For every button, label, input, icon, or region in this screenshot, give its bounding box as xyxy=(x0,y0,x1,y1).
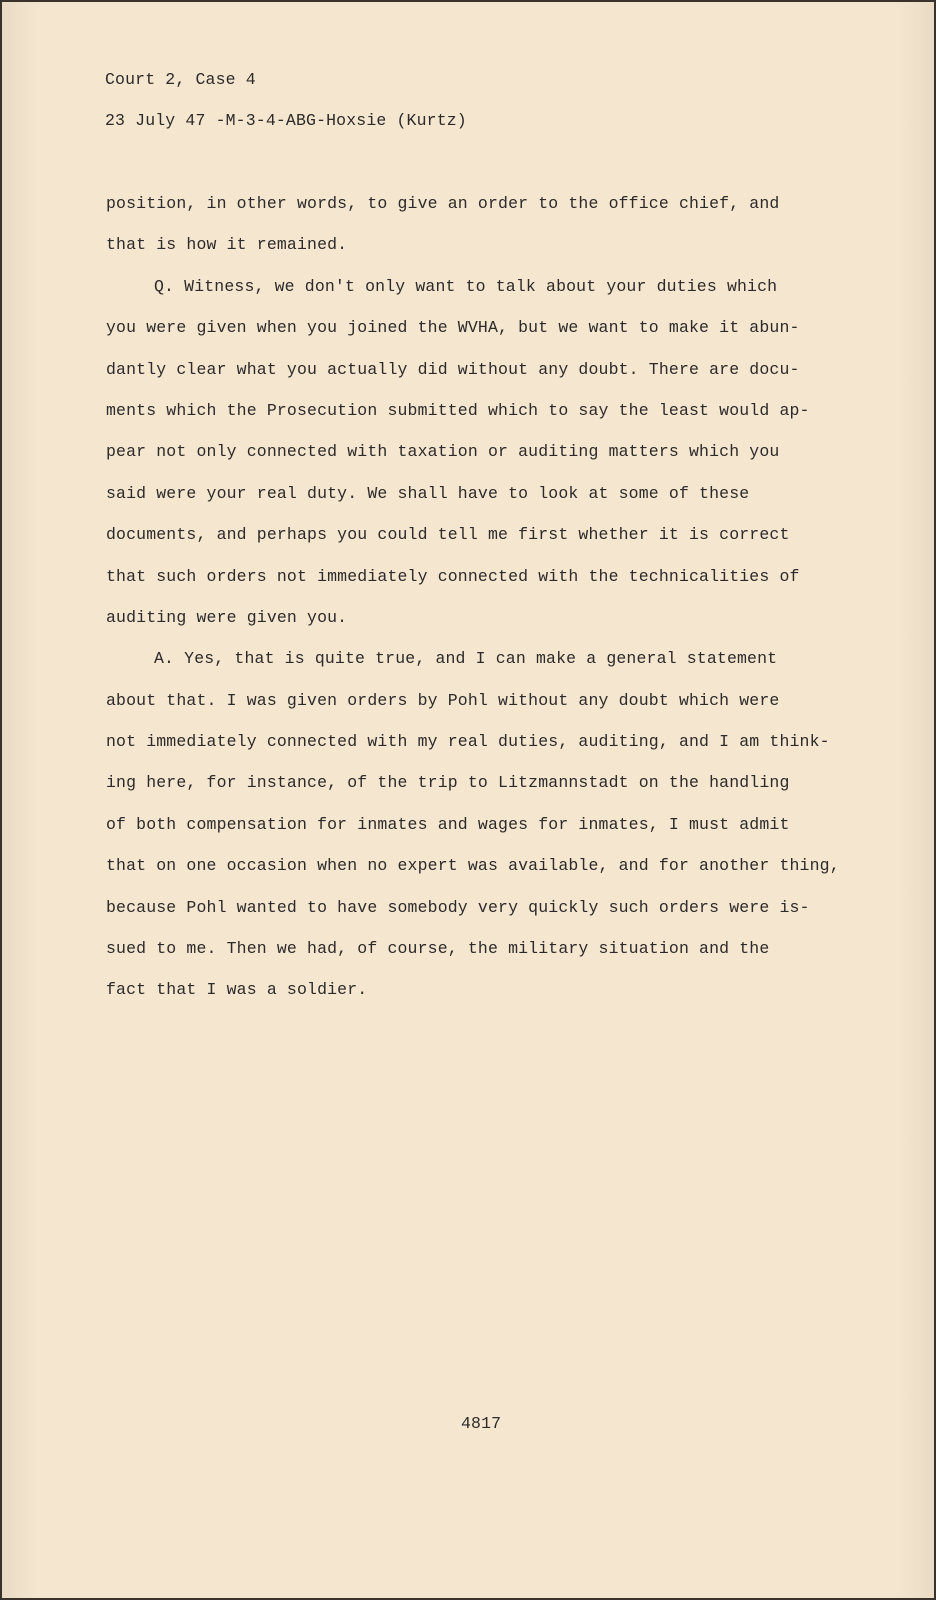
transcript-line: that such orders not immediately connected with the technicalities of xyxy=(106,566,800,586)
court-case-header: Court 2, Case 4 xyxy=(105,70,256,89)
transcript-line: said were your real duty. We shall have to look at some of these xyxy=(106,483,750,503)
transcript-line: pear not only connected with taxation or auditing matters which you xyxy=(106,442,780,462)
page-number: 4817 xyxy=(461,1414,502,1433)
transcript-line: that on one occasion when no expert was available, and for another thing, xyxy=(106,856,840,876)
transcript-line: ments which the Prosecution submitted which to say the least would ap- xyxy=(106,400,810,420)
transcript-line: of both compensation for inmates and wages for inmates, I must admit xyxy=(106,814,790,834)
transcript-line: about that. I was given orders by Pohl without any doubt which were xyxy=(106,690,780,710)
transcript-line: sued to me. Then we had, of course, the military situation and the xyxy=(106,939,770,959)
transcript-line: Q. Witness, we don't only want to talk about your duties which xyxy=(154,276,778,296)
transcript-line: that is how it remained. xyxy=(106,235,348,255)
transcript-line: because Pohl wanted to have somebody very quickly such orders were is- xyxy=(106,897,810,917)
transcript-line: you were given when you joined the WVHA, but we want to make it abun- xyxy=(106,318,800,338)
session-header: 23 July 47 -M-3-4-ABG-Hoxsie (Kurtz) xyxy=(105,111,467,130)
transcript-line: position, in other words, to give an order to the office chief, and xyxy=(106,194,780,213)
transcript-line: dantly clear what you actually did without any doubt. There are docu- xyxy=(106,359,800,379)
transcript-body xyxy=(106,183,886,1011)
transcript-line: fact that I was a soldier. xyxy=(106,980,368,1000)
transcript-line: documents, and perhaps you could tell me first whether it is correct xyxy=(106,525,790,545)
transcript-line: A. Yes, that is quite true, and I can make a general statement xyxy=(154,649,778,669)
transcript-line: auditing were given you. xyxy=(106,607,348,627)
transcript-line: ing here, for instance, of the trip to Litzmannstadt on the handling xyxy=(106,773,790,793)
transcript-line: not immediately connected with my real duties, auditing, and I am think- xyxy=(106,732,830,752)
